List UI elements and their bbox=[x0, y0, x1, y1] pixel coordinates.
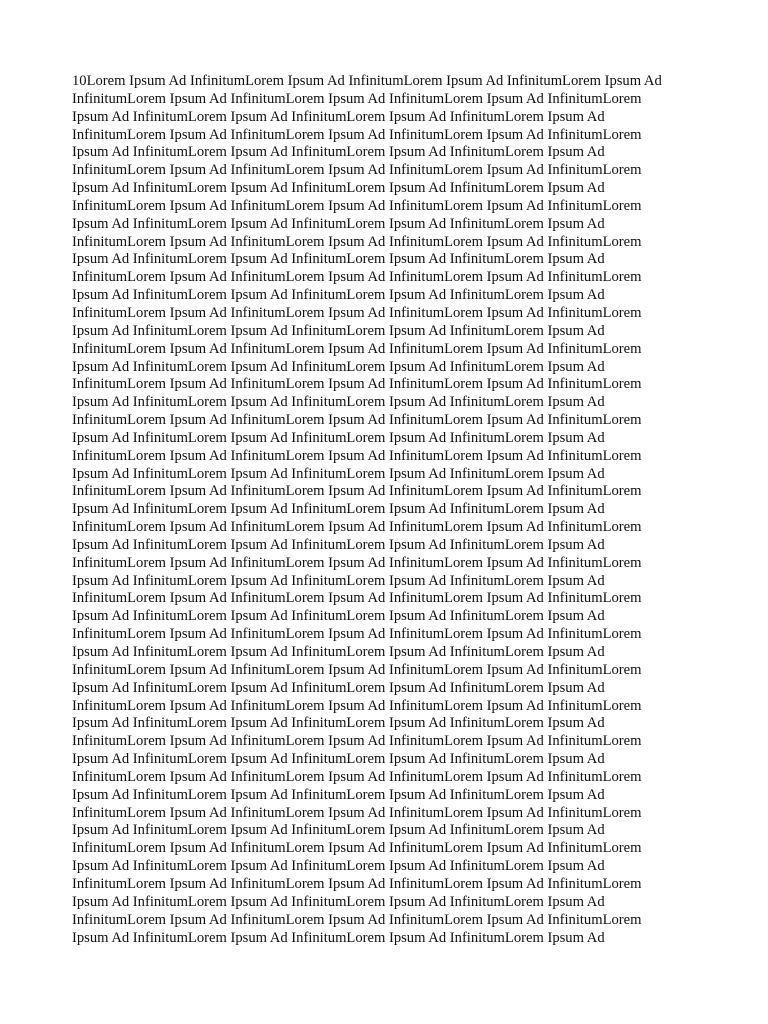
text-line: Ipsum Ad InfinitumLorem Ipsum Ad InfinitumLorem Ipsum Ad InfinitumLorem Ipsum Ad bbox=[72, 893, 605, 910]
text-line: Ipsum Ad InfinitumLorem Ipsum Ad InfinitumLorem Ipsum Ad InfinitumLorem Ipsum Ad bbox=[72, 536, 605, 553]
text-line: Ipsum Ad InfinitumLorem Ipsum Ad InfinitumLorem Ipsum Ad InfinitumLorem Ipsum Ad bbox=[72, 465, 605, 482]
text-line: InfinitumLorem Ipsum Ad InfinitumLorem Ipsum Ad InfinitumLorem Ipsum Ad InfinitumLorem bbox=[72, 90, 642, 107]
text-line: InfinitumLorem Ipsum Ad InfinitumLorem Ipsum Ad InfinitumLorem Ipsum Ad InfinitumLorem bbox=[72, 733, 642, 750]
text-line: InfinitumLorem Ipsum Ad InfinitumLorem Ipsum Ad InfinitumLorem Ipsum Ad InfinitumLorem bbox=[72, 768, 642, 785]
text-line: Ipsum Ad InfinitumLorem Ipsum Ad InfinitumLorem Ipsum Ad InfinitumLorem Ipsum Ad bbox=[72, 572, 605, 589]
text-line: Ipsum Ad InfinitumLorem Ipsum Ad InfinitumLorem Ipsum Ad InfinitumLorem Ipsum Ad bbox=[72, 679, 605, 696]
text-line: InfinitumLorem Ipsum Ad InfinitumLorem Ipsum Ad InfinitumLorem Ipsum Ad InfinitumLorem bbox=[72, 840, 642, 857]
text-line: Ipsum Ad InfinitumLorem Ipsum Ad InfinitumLorem Ipsum Ad InfinitumLorem Ipsum Ad bbox=[72, 608, 605, 625]
text-line: Ipsum Ad InfinitumLorem Ipsum Ad InfinitumLorem Ipsum Ad InfinitumLorem Ipsum Ad bbox=[72, 180, 605, 197]
text-line: Ipsum Ad InfinitumLorem Ipsum Ad InfinitumLorem Ipsum Ad InfinitumLorem Ipsum Ad bbox=[72, 215, 605, 232]
text-line: InfinitumLorem Ipsum Ad InfinitumLorem Ipsum Ad InfinitumLorem Ipsum Ad InfinitumLorem bbox=[72, 519, 642, 536]
text-line: InfinitumLorem Ipsum Ad InfinitumLorem Ipsum Ad InfinitumLorem Ipsum Ad InfinitumLorem bbox=[72, 233, 642, 250]
text-line: InfinitumLorem Ipsum Ad InfinitumLorem Ipsum Ad InfinitumLorem Ipsum Ad InfinitumLorem bbox=[72, 269, 642, 286]
text-line: Ipsum Ad InfinitumLorem Ipsum Ad InfinitumLorem Ipsum Ad InfinitumLorem Ipsum Ad bbox=[72, 358, 605, 375]
text-line: InfinitumLorem Ipsum Ad InfinitumLorem Ipsum Ad InfinitumLorem Ipsum Ad InfinitumLorem bbox=[72, 197, 642, 214]
text-line: InfinitumLorem Ipsum Ad InfinitumLorem Ipsum Ad InfinitumLorem Ipsum Ad InfinitumLorem bbox=[72, 626, 642, 643]
text-line: InfinitumLorem Ipsum Ad InfinitumLorem Ipsum Ad InfinitumLorem Ipsum Ad InfinitumLorem bbox=[72, 412, 642, 429]
text-line: Ipsum Ad InfinitumLorem Ipsum Ad InfinitumLorem Ipsum Ad InfinitumLorem Ipsum Ad bbox=[72, 715, 605, 732]
text-line: Ipsum Ad InfinitumLorem Ipsum Ad InfinitumLorem Ipsum Ad InfinitumLorem Ipsum Ad bbox=[72, 322, 605, 339]
text-line: Ipsum Ad InfinitumLorem Ipsum Ad InfinitumLorem Ipsum Ad InfinitumLorem Ipsum Ad bbox=[72, 251, 605, 268]
text-line: InfinitumLorem Ipsum Ad InfinitumLorem Ipsum Ad InfinitumLorem Ipsum Ad InfinitumLorem bbox=[72, 483, 642, 500]
text-line: InfinitumLorem Ipsum Ad InfinitumLorem Ipsum Ad InfinitumLorem Ipsum Ad InfinitumLorem bbox=[72, 376, 642, 393]
text-line: InfinitumLorem Ipsum Ad InfinitumLorem Ipsum Ad InfinitumLorem Ipsum Ad InfinitumLorem bbox=[72, 590, 642, 607]
text-line: InfinitumLorem Ipsum Ad InfinitumLorem Ipsum Ad InfinitumLorem Ipsum Ad InfinitumLorem bbox=[72, 697, 642, 714]
text-line: InfinitumLorem Ipsum Ad InfinitumLorem Ipsum Ad InfinitumLorem Ipsum Ad InfinitumLorem bbox=[72, 126, 642, 143]
text-line: Ipsum Ad InfinitumLorem Ipsum Ad InfinitumLorem Ipsum Ad InfinitumLorem Ipsum Ad bbox=[72, 644, 605, 660]
body-text bbox=[72, 73, 696, 947]
text-line: InfinitumLorem Ipsum Ad InfinitumLorem Ipsum Ad InfinitumLorem Ipsum Ad InfinitumLorem bbox=[72, 911, 642, 928]
text-line: InfinitumLorem Ipsum Ad InfinitumLorem Ipsum Ad InfinitumLorem Ipsum Ad InfinitumLorem bbox=[72, 162, 642, 179]
text-line: 10Lorem Ipsum Ad InfinitumLorem Ipsum Ad InfinitumLorem Ipsum Ad InfinitumLorem Ipsum Ad bbox=[72, 73, 662, 89]
text-line: Ipsum Ad InfinitumLorem Ipsum Ad InfinitumLorem Ipsum Ad InfinitumLorem Ipsum Ad bbox=[72, 822, 605, 839]
text-line: Ipsum Ad InfinitumLorem Ipsum Ad InfinitumLorem Ipsum Ad InfinitumLorem Ipsum Ad bbox=[72, 108, 605, 125]
text-line: Ipsum Ad InfinitumLorem Ipsum Ad InfinitumLorem Ipsum Ad InfinitumLorem Ipsum Ad bbox=[72, 751, 605, 768]
text-line: InfinitumLorem Ipsum Ad InfinitumLorem Ipsum Ad InfinitumLorem Ipsum Ad InfinitumLorem bbox=[72, 340, 642, 357]
text-line: InfinitumLorem Ipsum Ad InfinitumLorem Ipsum Ad InfinitumLorem Ipsum Ad InfinitumLorem bbox=[72, 875, 642, 892]
text-line: Ipsum Ad InfinitumLorem Ipsum Ad InfinitumLorem Ipsum Ad InfinitumLorem Ipsum Ad bbox=[72, 929, 605, 946]
text-line: InfinitumLorem Ipsum Ad InfinitumLorem Ipsum Ad InfinitumLorem Ipsum Ad InfinitumLorem bbox=[72, 804, 642, 821]
text-line: Ipsum Ad InfinitumLorem Ipsum Ad InfinitumLorem Ipsum Ad InfinitumLorem Ipsum Ad bbox=[72, 501, 605, 518]
text-line: InfinitumLorem Ipsum Ad InfinitumLorem Ipsum Ad InfinitumLorem Ipsum Ad InfinitumLorem bbox=[72, 304, 642, 321]
text-line: Ipsum Ad InfinitumLorem Ipsum Ad InfinitumLorem Ipsum Ad InfinitumLorem Ipsum Ad bbox=[72, 394, 605, 411]
text-line: Ipsum Ad InfinitumLorem Ipsum Ad InfinitumLorem Ipsum Ad InfinitumLorem Ipsum Ad bbox=[72, 429, 605, 446]
text-line: Ipsum Ad InfinitumLorem Ipsum Ad InfinitumLorem Ipsum Ad InfinitumLorem Ipsum Ad bbox=[72, 144, 605, 161]
text-line: Ipsum Ad InfinitumLorem Ipsum Ad InfinitumLorem Ipsum Ad InfinitumLorem Ipsum Ad bbox=[72, 786, 605, 803]
text-line: InfinitumLorem Ipsum Ad InfinitumLorem Ipsum Ad InfinitumLorem Ipsum Ad InfinitumLorem bbox=[72, 661, 642, 678]
text-line: Ipsum Ad InfinitumLorem Ipsum Ad InfinitumLorem Ipsum Ad InfinitumLorem Ipsum Ad bbox=[72, 287, 605, 304]
text-line: InfinitumLorem Ipsum Ad InfinitumLorem Ipsum Ad InfinitumLorem Ipsum Ad InfinitumLorem bbox=[72, 554, 642, 571]
text-line: InfinitumLorem Ipsum Ad InfinitumLorem Ipsum Ad InfinitumLorem Ipsum Ad InfinitumLorem bbox=[72, 447, 642, 464]
text-line: Ipsum Ad InfinitumLorem Ipsum Ad InfinitumLorem Ipsum Ad InfinitumLorem Ipsum Ad bbox=[72, 858, 605, 875]
